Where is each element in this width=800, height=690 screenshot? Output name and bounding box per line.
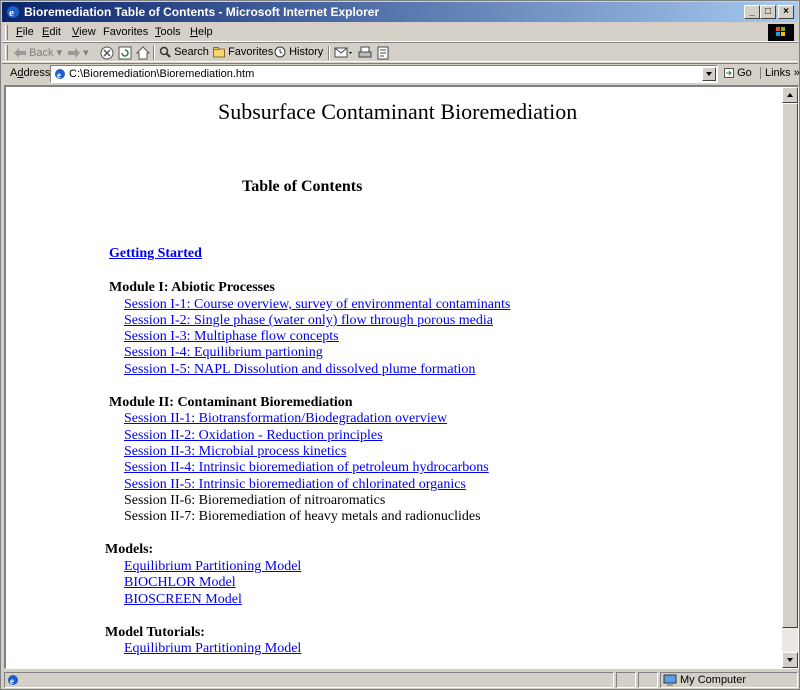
go-button[interactable]: Go: [724, 67, 752, 79]
menu-help[interactable]: Help: [190, 26, 213, 38]
session-link[interactable]: Session II-4: Intrinsic bioremediation of petroleum hydrocarbons: [124, 460, 489, 475]
toc-heading: Table of Contents: [242, 178, 363, 195]
address-label: Address: [10, 67, 51, 79]
getting-started-link[interactable]: Getting Started: [109, 246, 202, 261]
chevron-down-icon: [703, 68, 715, 80]
scroll-down-button[interactable]: [782, 652, 798, 668]
page-status-icon: [6, 673, 20, 687]
toolbar-separator: [328, 46, 330, 60]
maximize-button[interactable]: □: [760, 5, 776, 19]
status-pane: [616, 672, 636, 688]
menu-file[interactable]: File: [16, 26, 34, 38]
page-title: Subsurface Contaminant Bioremediation: [218, 99, 578, 124]
history-button[interactable]: History: [274, 46, 323, 58]
menu-view[interactable]: View: [72, 26, 96, 38]
session-link[interactable]: Session I-2: Single phase (water only) flow through porous media: [124, 313, 493, 328]
toolbar-grip[interactable]: [5, 45, 8, 60]
web-page: [6, 87, 782, 669]
edit-page-icon[interactable]: [376, 46, 390, 60]
chevron-right-icon: »: [793, 67, 800, 79]
standard-toolbar: [2, 42, 798, 62]
mail-icon[interactable]: [334, 46, 354, 60]
session-link[interactable]: Session I-3: Multiphase flow concepts: [124, 329, 339, 344]
status-message-pane: [4, 672, 614, 688]
go-arrow-icon: [724, 68, 734, 78]
model-link[interactable]: Equilibrium Partitioning Model: [124, 559, 302, 574]
favorites-button[interactable]: Favorites: [213, 46, 273, 58]
session-link[interactable]: Session II-1: Biotransformation/Biodegradation overview: [124, 411, 448, 426]
address-dropdown-button[interactable]: [702, 67, 716, 81]
search-button[interactable]: Search: [159, 46, 209, 58]
menu-tools[interactable]: Tools: [155, 26, 181, 38]
ie-icon: [5, 4, 21, 20]
history-clock-icon: [274, 46, 286, 58]
chevron-down-icon: [783, 653, 797, 667]
minimize-button[interactable]: _: [744, 5, 760, 19]
session-link[interactable]: Session I-1: Course overview, survey of environmental contaminants: [124, 297, 511, 312]
model-link[interactable]: BIOCHLOR Model: [124, 575, 236, 590]
refresh-icon[interactable]: [118, 46, 132, 60]
scroll-thumb[interactable]: [782, 103, 798, 628]
menu-bar: [2, 23, 798, 42]
computer-icon: [663, 674, 677, 687]
session-link[interactable]: Session II-2: Oxidation - Reduction principles: [124, 428, 383, 443]
status-bar: [2, 670, 798, 689]
address-input[interactable]: [50, 65, 718, 83]
menu-edit[interactable]: Edit: [42, 26, 61, 38]
module2-heading: Module II: Contaminant Bioremediation: [109, 395, 353, 410]
svg-text:e: e: [10, 676, 14, 686]
svg-text:e: e: [9, 7, 14, 19]
status-pane: [638, 672, 658, 688]
address-value[interactable]: C:\Bioremediation\Bioremediation.htm: [69, 68, 255, 80]
session-link[interactable]: Session II-5: Intrinsic bioremediation of chlorinated organics: [124, 477, 466, 492]
vertical-scrollbar[interactable]: [782, 87, 798, 669]
page-viewport: [4, 85, 799, 669]
session-link[interactable]: Session I-4: Equilibrium partioning: [124, 345, 323, 360]
tutorials-heading: Model Tutorials:: [105, 625, 205, 640]
models-heading: Models:: [105, 542, 154, 557]
scroll-up-button[interactable]: [782, 87, 798, 103]
print-icon[interactable]: [358, 46, 372, 60]
chevron-down-icon: ▾: [83, 47, 89, 59]
links-button[interactable]: Links »: [760, 67, 800, 79]
tutorial-link[interactable]: Equilibrium Partitioning Model: [124, 641, 302, 656]
back-arrow-icon: [14, 48, 26, 58]
forward-arrow-icon: [68, 48, 80, 58]
address-bar: [2, 63, 798, 83]
home-icon[interactable]: [136, 46, 150, 60]
session-link[interactable]: Session II-3: Microbial process kinetics: [124, 444, 347, 459]
menu-favorites[interactable]: Favorites: [103, 26, 149, 38]
search-icon: [159, 46, 171, 58]
title-bar: [2, 2, 798, 22]
svg-text:e: e: [57, 70, 61, 80]
model-link[interactable]: BIOSCREEN Model: [124, 592, 242, 607]
menu-grip[interactable]: [5, 25, 8, 40]
page-icon: [54, 68, 66, 80]
chevron-up-icon: [783, 88, 797, 102]
module1-heading: Module I: Abiotic Processes: [109, 280, 275, 295]
session-text: Session II-7: Bioremediation of heavy metals and radionuclides: [124, 509, 481, 524]
window-title: Bioremediation Table of Contents - Microsoft Internet Explorer: [24, 5, 380, 19]
windows-logo-icon: [768, 24, 794, 41]
chevron-down-icon: ▾: [56, 47, 63, 59]
forward-button[interactable]: [68, 46, 89, 59]
zone-label: My Computer: [680, 674, 747, 686]
close-button[interactable]: ×: [778, 5, 794, 19]
back-button[interactable]: Back ▾: [14, 46, 62, 59]
favorites-folder-icon: [213, 46, 225, 58]
stop-icon[interactable]: [100, 46, 114, 60]
session-link[interactable]: Session I-5: NAPL Dissolution and dissolved plume formation: [124, 362, 476, 377]
session-text: Session II-6: Bioremediation of nitroaromatics: [124, 493, 386, 508]
toolbar-separator: [153, 46, 155, 60]
